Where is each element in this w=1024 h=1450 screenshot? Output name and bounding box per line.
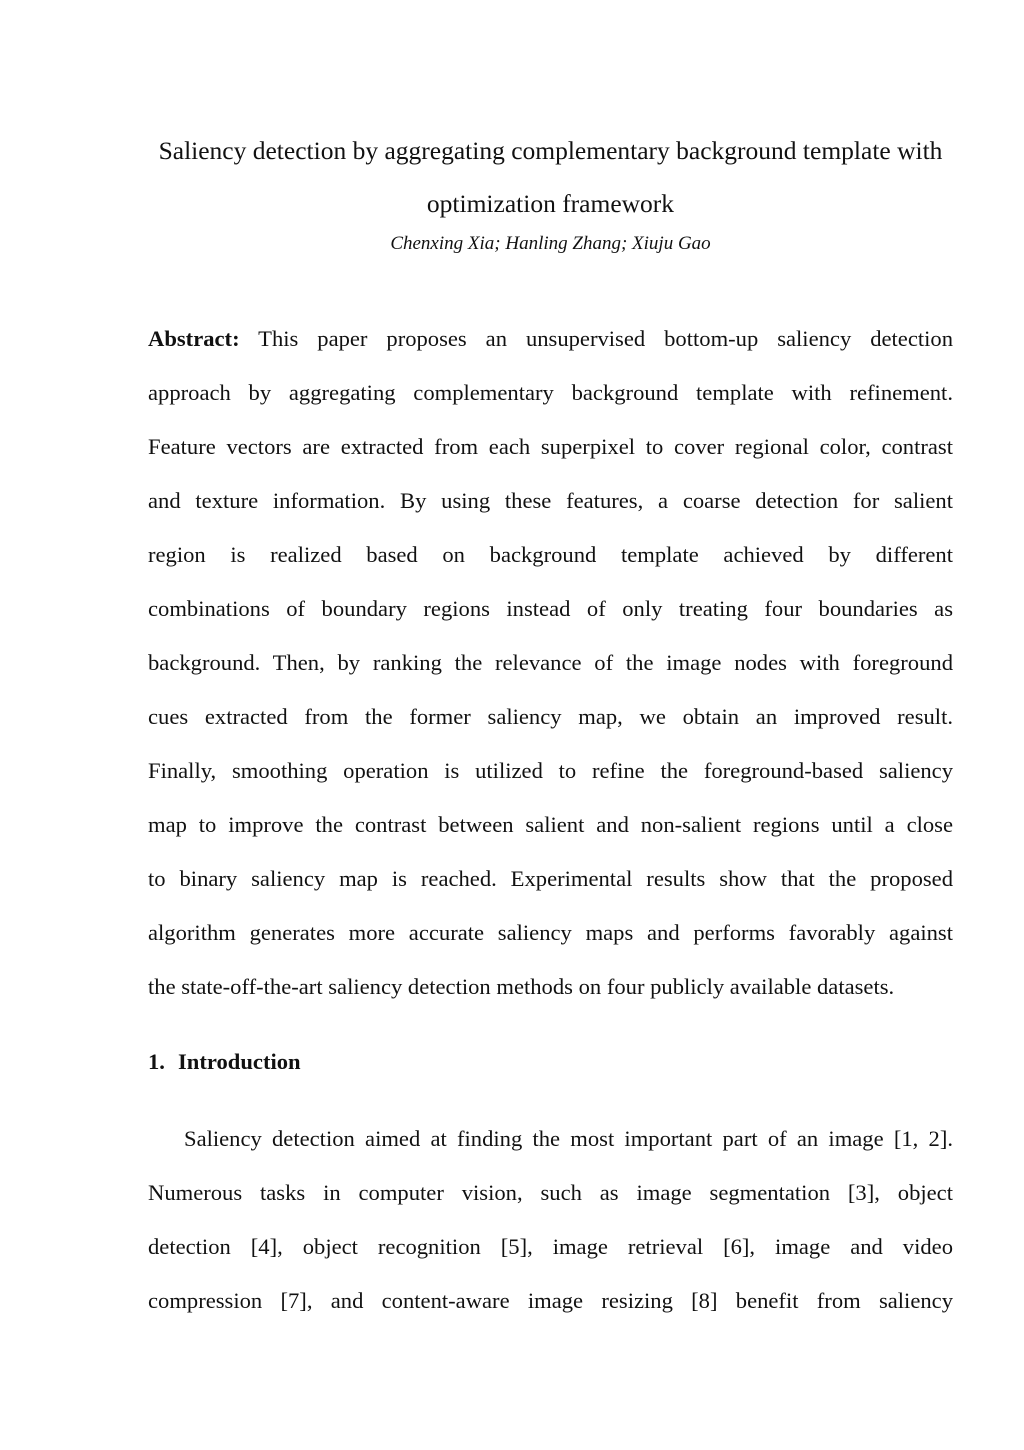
abstract-line-text: This paper proposes an unsupervised bottom-up saliency detection: [239, 326, 953, 351]
abstract-line: [148, 312, 953, 366]
intro-line: Numerous tasks in computer vision, such as image segmentation [3], object: [148, 1180, 953, 1205]
introduction-paragraph: [148, 1112, 953, 1328]
abstract-line: the state-off-the-art saliency detection methods on four publicly available datasets.: [148, 974, 895, 999]
abstract-line: algorithm generates more accurate saliency maps and performs favorably against: [148, 920, 953, 945]
abstract-line: combinations of boundary regions instead of only treating four boundaries as: [148, 596, 953, 621]
abstract-line: Feature vectors are extracted from each superpixel to cover regional color, contrast: [148, 434, 953, 459]
section-title: Introduction: [178, 1049, 301, 1074]
section-number: 1.: [148, 1049, 165, 1074]
abstract-line: map to improve the contrast between salient and non-salient regions until a close: [148, 812, 953, 837]
abstract-line: background. Then, by ranking the relevance of the image nodes with foreground: [148, 650, 953, 675]
abstract-paragraph: [148, 312, 953, 1014]
section-heading-introduction: [148, 1048, 301, 1076]
abstract-line: and texture information. By using these features, a coarse detection for salient: [148, 488, 953, 513]
paper-title-line-1: Saliency detection by aggregating complementary background template with: [158, 136, 943, 165]
abstract-line: approach by aggregating complementary background template with refinement.: [148, 380, 953, 405]
abstract-line: region is realized based on background template achieved by different: [148, 542, 953, 567]
abstract-line: cues extracted from the former saliency map, we obtain an improved result.: [148, 704, 953, 729]
abstract-line: Finally, smoothing operation is utilized to refine the foreground-based saliency: [148, 758, 953, 783]
paper-authors: Chenxing Xia; Hanling Zhang; Xiuju Gao: [390, 233, 711, 254]
intro-line: [148, 1112, 953, 1166]
intro-line: detection [4], object recognition [5], image retrieval [6], image and video: [148, 1234, 953, 1259]
intro-line-text: Saliency detection aimed at finding the most important part of an image [1, 2].: [184, 1126, 953, 1151]
abstract-line: to binary saliency map is reached. Experimental results show that the proposed: [148, 866, 953, 891]
intro-line: compression [7], and content-aware image resizing [8] benefit from saliency: [148, 1288, 953, 1313]
abstract-label: Abstract:: [148, 326, 240, 351]
paper-title-line-2: optimization framework: [426, 189, 675, 218]
